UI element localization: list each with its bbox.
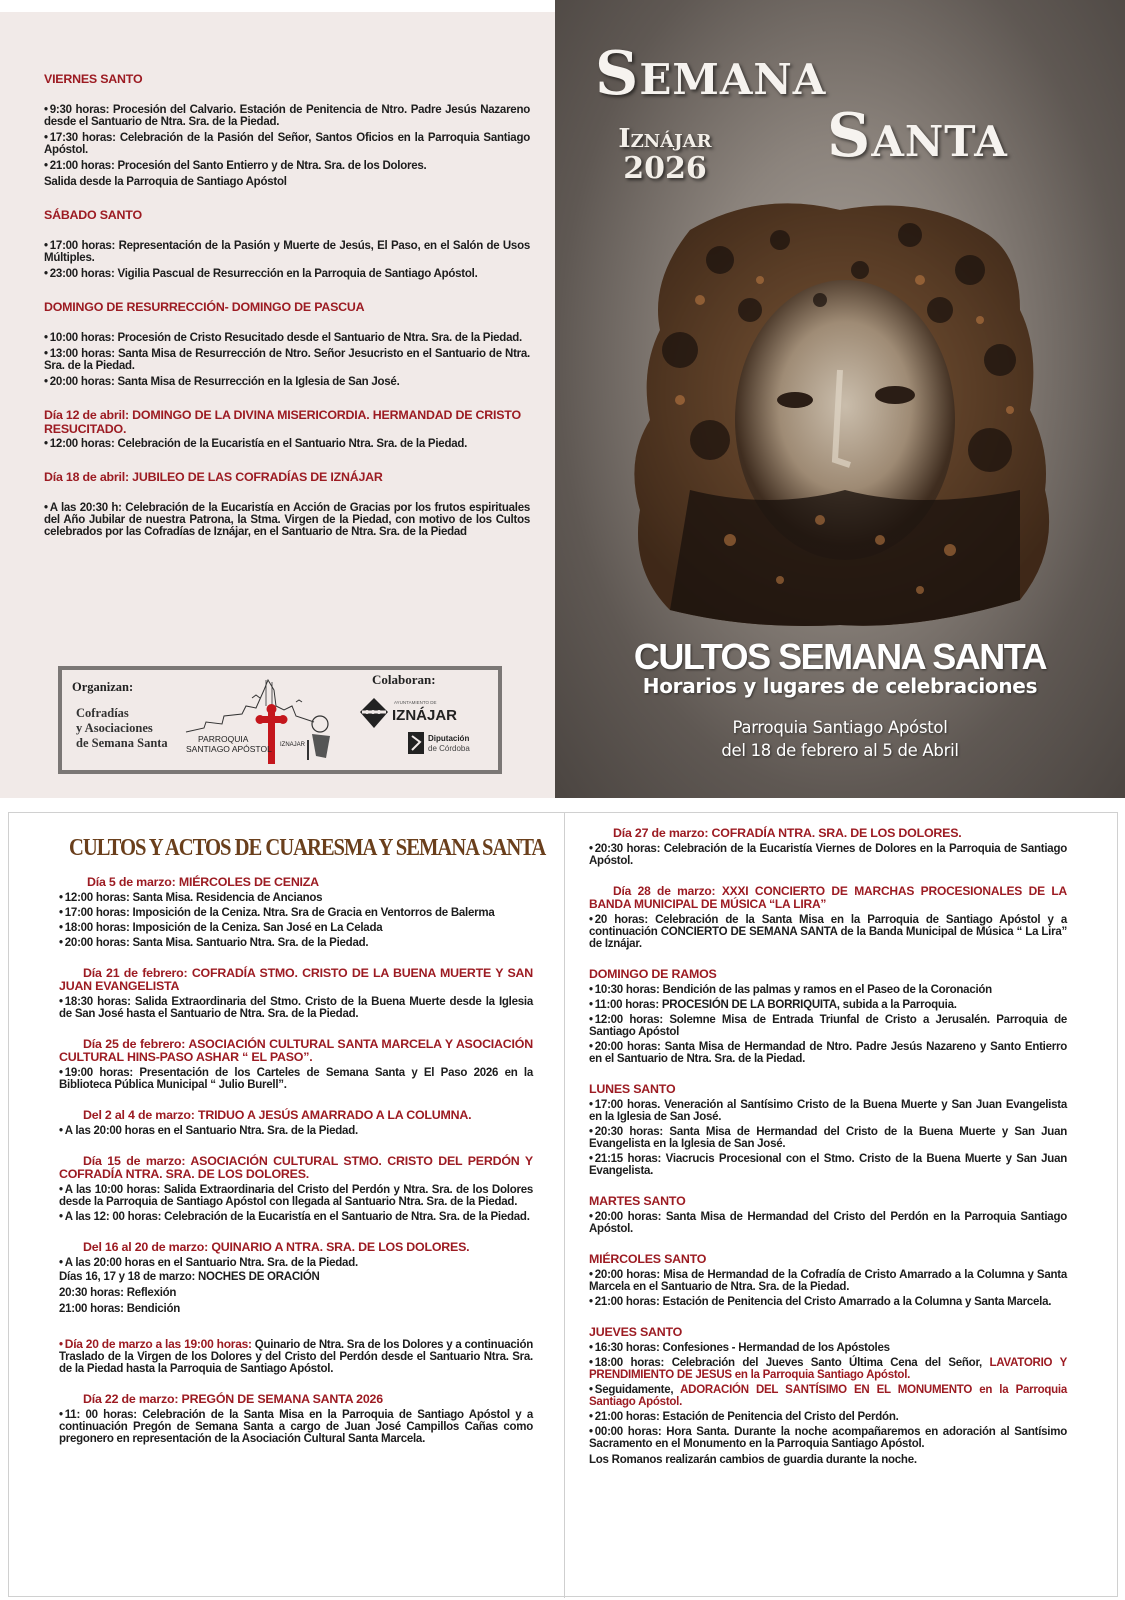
bullet-icon: •	[59, 1067, 63, 1079]
bullet-icon: •	[44, 438, 48, 450]
schedule-section	[59, 1241, 533, 1375]
section-date: Día 25 de febrero:	[83, 1037, 186, 1051]
bullet-icon: •	[589, 1269, 593, 1281]
schedule-item	[589, 1099, 1067, 1123]
bullet-icon: •	[59, 922, 63, 934]
schedule-item-text: A las 10:00 horas: Salida Extraordinaria del Cristo del Perdón y Ntra. Sra. de los Dolores desde la Parroquia de Santiago Apóstol con llegada al Santuario Ntra. Sra. de la Piedad.	[59, 1184, 533, 1208]
schedule-item	[589, 1041, 1067, 1065]
section-title: DOMINGO DE RESURRECCIÓN- DOMINGO DE PASCUA	[44, 300, 365, 314]
section-title: MIÉRCOLES SANTO	[589, 1252, 707, 1266]
schedule-item	[59, 1409, 533, 1445]
bullet-icon: •	[44, 268, 48, 280]
schedule-item	[589, 843, 1067, 867]
section-title: XXXI CONCIERTO DE MARCHAS PROCESIONALES DE LA BANDA MUNICIPAL DE MÚSICA “LA LIRA”	[589, 884, 1067, 911]
schedule-item-text: 20:30 horas: Santa Misa de Hermandad del Cristo de la Buena Muerte y San Juan Evangelista en la Iglesia de San José.	[589, 1126, 1067, 1150]
spacer	[59, 949, 533, 967]
schedule-section	[44, 72, 530, 188]
schedule-item	[589, 999, 1067, 1011]
schedule-item	[44, 376, 530, 388]
section-title: COFRADÍA NTRA. SRA. DE LOS DOLORES.	[711, 826, 962, 840]
schedule-section	[44, 470, 530, 538]
schedule-item	[59, 996, 533, 1020]
schedule-note: 20:30 horas: Reflexión	[59, 1287, 177, 1299]
spacer	[59, 1020, 533, 1038]
holy-week-column	[589, 827, 1067, 1468]
spacer	[59, 1223, 533, 1241]
pilgrim-figure-icon	[308, 716, 330, 760]
schedule-section	[44, 208, 530, 280]
schedule-item-text: 17:30 horas: Celebración de la Pasión del Señor, Santos Oficios en la Parroquia Santiago Apóstol.	[44, 132, 530, 156]
section-date: Día 15 de marzo:	[83, 1154, 186, 1168]
highlight-text: Quinario de Ntra. Sra de los Dolores y a continuación Traslado de la Virgen de los Dolores y del Cristo del Perdón desde el Santuario Ntra. Sra. de la Piedad hasta la Parroquia de Santiago Apóstol.	[59, 1339, 533, 1375]
schedule-item	[44, 332, 530, 344]
schedule-item	[589, 1296, 1067, 1308]
bullet-icon: •	[589, 1384, 593, 1396]
section-heading	[59, 1109, 533, 1122]
spacer	[44, 484, 530, 498]
front-cover	[555, 0, 1125, 798]
bullet-icon: •	[44, 348, 48, 360]
schedule-item-text: 20 horas: Celebración de la Santa Misa en la Parroquia de Santiago Apóstol y a continuación CONCIERTO DE SEMANA SANTA de la Banda Municipal de Música “ La Lira” de Iznájar.	[589, 914, 1067, 950]
section-heading	[589, 885, 1067, 911]
schedule-item	[59, 1257, 533, 1269]
lent-schedule-column	[59, 835, 546, 1445]
section-heading	[589, 1253, 1067, 1266]
section-title: VIERNES SANTO	[44, 72, 143, 86]
schedule-item-text: 19:00 horas: Presentación de los Carteles de Semana Santa y El Paso 2026 en la Biblioteca Pública Municipal “ Julio Burell”.	[59, 1067, 533, 1091]
parish-skyline-icon	[184, 676, 334, 764]
schedule-section	[589, 1083, 1067, 1177]
section-title: MARTES SANTO	[589, 1194, 686, 1208]
schedule-item-text: 20:00 horas: Santa Misa de Resurrección en la Iglesia de San José.	[49, 376, 400, 388]
fold-divider	[564, 813, 565, 1598]
spacer	[589, 1235, 1067, 1253]
bullet-icon: •	[589, 1357, 593, 1369]
diputacion-line1: Diputación	[428, 734, 470, 743]
schedule-item	[59, 1125, 533, 1137]
holy-week-sections	[589, 827, 1067, 1468]
spacer	[589, 1308, 1067, 1326]
section-heading	[59, 876, 533, 889]
organizers-box	[58, 666, 502, 774]
schedule-note: Días 16, 17 y 18 de marzo: NOCHES DE ORACIÓN	[59, 1271, 320, 1283]
schedule-item-text: A las 12: 00 horas: Celebración de la Eucaristía en el Santuario de Ntra. Sra. de la Piedad.	[64, 1211, 530, 1223]
easter-schedule	[44, 72, 530, 538]
item-text: 18:00 horas: Celebración del Jueves Santo Última Cena del Señor,	[594, 1357, 990, 1369]
schedule-section	[589, 968, 1067, 1065]
schedule-item-text: A las 20:00 horas en el Santuario Ntra. Sra. de la Piedad.	[64, 1257, 358, 1269]
section-title: QUINARIO A NTRA. SRA. DE LOS DOLORES.	[211, 1240, 470, 1254]
section-heading	[59, 1393, 533, 1406]
organizers-label: Organizan:	[72, 680, 134, 694]
schedule-item-text: 17:00 horas. Veneración al Santísimo Cristo de la Buena Muerte y San Juan Evangelista en la Iglesia de San José.	[589, 1099, 1067, 1123]
brochure-inner-spread	[8, 812, 1118, 1597]
section-heading	[589, 827, 1067, 840]
back-panel	[0, 12, 555, 798]
cover-heading: CULTOS SEMANA SANTA	[633, 636, 1047, 677]
schedule-section	[589, 885, 1067, 950]
organizers-names	[76, 706, 168, 751]
organizer-line: Cofradías	[76, 706, 129, 720]
schedule-item	[44, 268, 530, 280]
schedule-item	[44, 132, 530, 156]
schedule-section	[44, 408, 530, 450]
spacer	[589, 867, 1067, 885]
section-heading	[589, 968, 1067, 981]
section-heading	[59, 967, 533, 993]
bullet-icon: •	[59, 996, 63, 1008]
schedule-item-text: 21:00 horas: Estación de Penitencia del Cristo del Perdón.	[594, 1411, 899, 1423]
schedule-section	[589, 1326, 1067, 1468]
schedule-note: 21:00 horas: Bendición	[59, 1303, 181, 1315]
bullet-icon: •	[44, 160, 48, 172]
schedule-item-text: 21:00 horas: Estación de Penitencia del Cristo Amarrado a la Columna y Santa Marcela.	[594, 1296, 1052, 1308]
schedule-item-text: 11: 00 horas: Celebración de la Santa Misa en la Parroquia de Santiago Apóstol y a continuación Pregón de Semana Santa a cargo de Juan José Campillos Cañas como pregonero en representación de la Asociación Cultural Santa Marcela.	[59, 1409, 533, 1445]
bullet-icon: •	[59, 1339, 63, 1351]
bullet-icon: •	[589, 1211, 593, 1223]
item-highlight: LAVATORIO Y PRENDIMIENTO DE JESUS en la Parroquia Santiago Apóstol.	[589, 1357, 1067, 1381]
section-title: LUNES SANTO	[589, 1082, 676, 1096]
schedule-section	[59, 1155, 533, 1223]
bullet-icon: •	[59, 1211, 63, 1223]
schedule-item-text: 00:00 horas: Hora Santa. Durante la noche acompañaremos en adoración al Santísimo Sacramento en el Monumento en la Parroquia Santiago Apóstol.	[589, 1426, 1067, 1450]
schedule-section	[44, 300, 530, 388]
section-date: Día 27 de marzo:	[613, 826, 709, 840]
section-heading	[589, 1326, 1067, 1339]
section-title: ASOCIACIÓN CULTURAL SANTA MARCELA Y ASOCIACIÓN CULTURAL HINS-PASO ASHAR “ EL PASO”.	[59, 1037, 533, 1064]
schedule-item	[589, 1426, 1067, 1450]
section-title: PREGÓN DE SEMANA SANTA 2026	[181, 1392, 383, 1406]
veronica-veil-image	[620, 190, 1060, 630]
item-highlight: ADORACIÓN DEL SANTÍSIMO EN EL MONUMENTO en la Parroquia Santiago Apóstol.	[589, 1384, 1067, 1408]
schedule-section	[59, 1109, 533, 1137]
schedule-item-text: 12:00 horas: Solemne Misa de Entrada Triunfal de Cristo a Jerusalén. Parroquia de Santiago Apóstol	[589, 1014, 1067, 1038]
schedule-item-text: 21:00 horas: Procesión del Santo Entierro y de Ntra. Sra. de los Dolores.	[49, 160, 427, 172]
schedule-item-text: A las 20:00 horas en el Santuario Ntra. Sra. de la Piedad.	[64, 1125, 358, 1137]
diputacion-icon	[406, 728, 486, 758]
cover-parish: Parroquia Santiago Apóstol	[732, 718, 948, 737]
schedule-item	[589, 914, 1067, 950]
bullet-icon: •	[59, 937, 63, 949]
spacer	[589, 1177, 1067, 1195]
bullet-icon: •	[589, 1126, 593, 1138]
schedule-item-text: 12:00 horas: Santa Misa. Residencia de Ancianos	[64, 892, 323, 904]
schedule-item-text: 9:30 horas: Procesión del Calvario. Estación de Penitencia de Ntro. Padre Jesús Nazareno desde el Santuario de Ntra. Sra. de la Piedad.	[44, 104, 530, 128]
schedule-item-text: 13:00 horas: Santa Misa de Resurrección de Ntro. Señor Jesucristo en el Santuario de Ntra. Sra. de la Piedad.	[44, 348, 530, 372]
bullet-icon: •	[589, 1099, 593, 1111]
section-date: Del 2 al 4 de marzo:	[83, 1108, 195, 1122]
iznajar-diamond-icon	[358, 696, 468, 730]
cover-title-line1: Semana	[595, 39, 827, 109]
bullet-icon: •	[589, 1296, 593, 1308]
section-heading	[589, 1083, 1067, 1096]
diputacion-line2: de Córdoba	[428, 744, 470, 753]
schedule-item-text: 21:15 horas: Viacrucis Procesional con el Stmo. Cristo de la Buena Muerte y San Juan Evangelista.	[589, 1153, 1067, 1177]
schedule-item-text: 20:30 horas: Celebración de la Eucaristía Viernes de Dolores en la Parroquia de Santiago Apóstol.	[589, 843, 1067, 867]
schedule-item	[59, 1184, 533, 1208]
bullet-icon: •	[59, 1409, 63, 1421]
bullet-icon: •	[589, 1014, 593, 1026]
brochure-outer-spread	[0, 12, 1125, 798]
bullet-icon: •	[589, 1426, 593, 1438]
schedule-item	[589, 1211, 1067, 1235]
spacer	[59, 1137, 533, 1155]
schedule-item-text: 20:00 horas: Santa Misa. Santuario Ntra. Sra. de la Piedad.	[64, 937, 369, 949]
schedule-item-text: 12:00 horas: Celebración de la Eucaristía en el Santuario Ntra. Sra. de la Piedad.	[49, 438, 468, 450]
spacer	[59, 1375, 533, 1393]
schedule-section	[59, 876, 533, 949]
section-title: SÁBADO SANTO	[44, 208, 142, 222]
schedule-item-text: 10:30 horas: Bendición de las palmas y ramos en el Paseo de la Coronación	[594, 984, 992, 996]
schedule-item	[44, 104, 530, 128]
bullet-icon: •	[44, 132, 48, 144]
cover-parish-dates	[555, 716, 1125, 762]
schedule-item	[59, 892, 533, 904]
schedule-item	[589, 1269, 1067, 1293]
section-heading	[59, 1155, 533, 1181]
lent-schedule-sections	[59, 876, 533, 1445]
schedule-item-text: 17:00 horas: Representación de la Pasión y Muerte de Jesús, El Paso, en el Salón de Usos Múltiples.	[44, 240, 530, 264]
spacer	[59, 1091, 533, 1109]
highlight-lead: Día 20 de marzo a las 19:00 horas:	[64, 1337, 252, 1351]
bullet-icon: •	[589, 843, 593, 855]
bullet-icon: •	[44, 104, 48, 116]
schedule-item	[59, 907, 533, 919]
schedule-item-text: 18:00 horas: Imposición de la Ceniza. San José en La Celada	[64, 922, 383, 934]
bullet-icon: •	[59, 892, 63, 904]
section-title: COFRADÍA STMO. CRISTO DE LA BUENA MUERTE Y SAN JUAN EVANGELISTA	[59, 966, 534, 993]
schedule-section	[59, 967, 533, 1020]
cover-town: Iznájar	[618, 124, 712, 154]
schedule-note: Salida desde la Parroquia de Santiago Apóstol	[44, 176, 287, 188]
spacer	[44, 188, 530, 208]
iznajar-council-logo	[358, 696, 468, 730]
section-date: Día 22 de marzo:	[83, 1392, 179, 1406]
schedule-item-mixed	[589, 1384, 1067, 1408]
bullet-icon: •	[589, 1411, 593, 1423]
cover-dates: del 18 de febrero al 5 de Abril	[721, 741, 959, 760]
parish-logo	[184, 676, 334, 764]
schedule-item	[589, 1126, 1067, 1150]
parish-logo-line1: PARROQUIA	[198, 734, 249, 744]
section-title: Día 12 de abril: DOMINGO DE LA DIVINA MISERICORDIA. HERMANDAD DE CRISTO RESUCITADO.	[44, 408, 521, 436]
parish-logo-line2: SANTIAGO APÓSTOL	[186, 744, 272, 754]
item-text: Seguidamente,	[594, 1384, 681, 1396]
bullet-icon: •	[44, 502, 48, 514]
schedule-item	[59, 937, 533, 949]
schedule-section	[59, 1393, 533, 1445]
spacer	[59, 1317, 533, 1335]
schedule-item-text: 16:30 horas: Confesiones - Hermandad de los Apóstoles	[594, 1342, 890, 1354]
schedule-item	[59, 922, 533, 934]
schedule-section	[589, 1195, 1067, 1235]
spacer	[44, 450, 530, 470]
schedule-item	[59, 1211, 533, 1223]
spacer	[44, 280, 530, 300]
bullet-icon: •	[589, 914, 593, 926]
schedule-item-text: 20:00 horas: Misa de Hermandad de la Cofradía de Cristo Amarrado a la Columna y Santa Marcela en el Santuario de Ntra. Sra. de la Piedad.	[589, 1269, 1067, 1293]
bullet-icon: •	[44, 332, 48, 344]
schedule-item-text: 20:00 horas: Santa Misa de Hermandad del Cristo del Perdón en la Parroquia Santiago Apóstol.	[589, 1211, 1067, 1235]
parish-logo-town: IZNAJAR	[280, 742, 306, 748]
spacer	[589, 950, 1067, 968]
schedule-item-text: 10:00 horas: Procesión de Cristo Resucitado desde el Santuario de Ntra. Sra. de la Piedad.	[49, 332, 522, 344]
schedule-item-text: 11:00 horas: PROCESIÓN DE LA BORRIQUITA, subida a la Parroquia.	[594, 999, 957, 1011]
spacer	[44, 314, 530, 328]
section-title: ASOCIACIÓN CULTURAL STMO. CRISTO DEL PERDÓN Y COFRADÍA NTRA. SRA. DE LOS DOLORES.	[59, 1154, 533, 1181]
schedule-item-mixed	[589, 1357, 1067, 1381]
council-small-text: AYUNTAMIENTO DE	[394, 700, 437, 705]
cover-year: 2026	[623, 151, 707, 186]
schedule-note: Los Romanos realizarán cambios de guardia durante la noche.	[589, 1454, 917, 1466]
schedule-item-text: 18:30 horas: Salida Extraordinaria del Stmo. Cristo de la Buena Muerte desde la Iglesia de San José hasta el Santuario de Ntra. Sra. de la Piedad.	[59, 996, 533, 1020]
schedule-item	[44, 160, 530, 172]
council-name: IZNÁJAR	[392, 707, 458, 724]
bullet-icon: •	[589, 999, 593, 1011]
section-date: Día 28 de marzo:	[613, 884, 716, 898]
inner-title: CULTOS Y ACTOS DE CUARESMA Y SEMANA SANTA	[69, 835, 546, 861]
cover-title-line2: Santa	[827, 101, 1008, 171]
schedule-item	[589, 1014, 1067, 1038]
schedule-item	[44, 502, 530, 538]
schedule-section	[589, 827, 1067, 867]
spacer	[44, 388, 530, 408]
bullet-icon: •	[589, 984, 593, 996]
section-title: DOMINGO DE RAMOS	[589, 967, 717, 981]
bullet-icon: •	[589, 1041, 593, 1053]
diputacion-logo	[406, 728, 486, 758]
schedule-section	[589, 1253, 1067, 1308]
schedule-item	[589, 984, 1067, 996]
section-title: MIÉRCOLES DE CENIZA	[178, 875, 319, 889]
highlight-item	[59, 1338, 533, 1375]
section-date: Día 5 de marzo:	[87, 875, 176, 889]
bullet-icon: •	[59, 907, 63, 919]
section-title: Día 18 de abril: JUBILEO DE LAS COFRADÍAS DE IZNÁJAR	[44, 470, 383, 484]
bullet-icon: •	[59, 1125, 63, 1137]
santiago-cross-icon	[256, 704, 288, 764]
schedule-item	[589, 1153, 1067, 1177]
schedule-item	[589, 1342, 1067, 1354]
schedule-item	[589, 1411, 1067, 1423]
cover-subheading: Horarios y lugares de celebraciones	[642, 674, 1038, 698]
schedule-item	[59, 1067, 533, 1091]
section-date: Día 21 de febrero:	[83, 966, 188, 980]
spacer	[44, 222, 530, 236]
bullet-icon: •	[59, 1184, 63, 1196]
section-heading	[589, 1195, 1067, 1208]
bullet-icon: •	[589, 1342, 593, 1354]
schedule-section	[59, 1038, 533, 1091]
collaborators-label: Colaboran:	[372, 672, 436, 687]
schedule-item-text: 17:00 horas: Imposición de la Ceniza. Ntra. Sra de Gracia en Ventorros de Balerma	[64, 907, 495, 919]
schedule-item	[44, 240, 530, 264]
organizer-line: y Asociaciones	[76, 721, 153, 735]
schedule-item	[44, 348, 530, 372]
bullet-icon: •	[44, 376, 48, 388]
spacer	[589, 1065, 1067, 1083]
schedule-item-text: 23:00 horas: Vigilia Pascual de Resurrección en la Parroquia de Santiago Apóstol.	[49, 268, 478, 280]
organizer-line: de Semana Santa	[76, 736, 168, 750]
bullet-icon: •	[589, 1153, 593, 1165]
section-title: TRIDUO A JESÚS AMARRADO A LA COLUMNA.	[197, 1108, 472, 1122]
section-title: JUEVES SANTO	[589, 1325, 683, 1339]
schedule-item-text: A las 20:30 h: Celebración de la Eucaristía en Acción de Gracias por los frutos espirituales del Año Jubilar de nuestra Patrona, la Stma. Virgen de la Piedad, con motivo de los Cultos celebrados por las Cofradías de Iznájar, en el Santuario de Ntra. Sra. de la Piedad	[44, 502, 530, 538]
schedule-item	[44, 438, 530, 450]
schedule-item-text: 20:00 horas: Santa Misa de Hermandad de Ntro. Padre Jesús Nazareno y Santo Entierro en el Santuario de Ntra. Sra. de la Piedad.	[589, 1041, 1067, 1065]
section-date: Del 16 al 20 de marzo:	[83, 1240, 209, 1254]
section-heading	[59, 1241, 533, 1254]
bullet-icon: •	[59, 1257, 63, 1269]
bullet-icon: •	[44, 240, 48, 252]
spacer	[44, 86, 530, 100]
section-heading	[59, 1038, 533, 1064]
